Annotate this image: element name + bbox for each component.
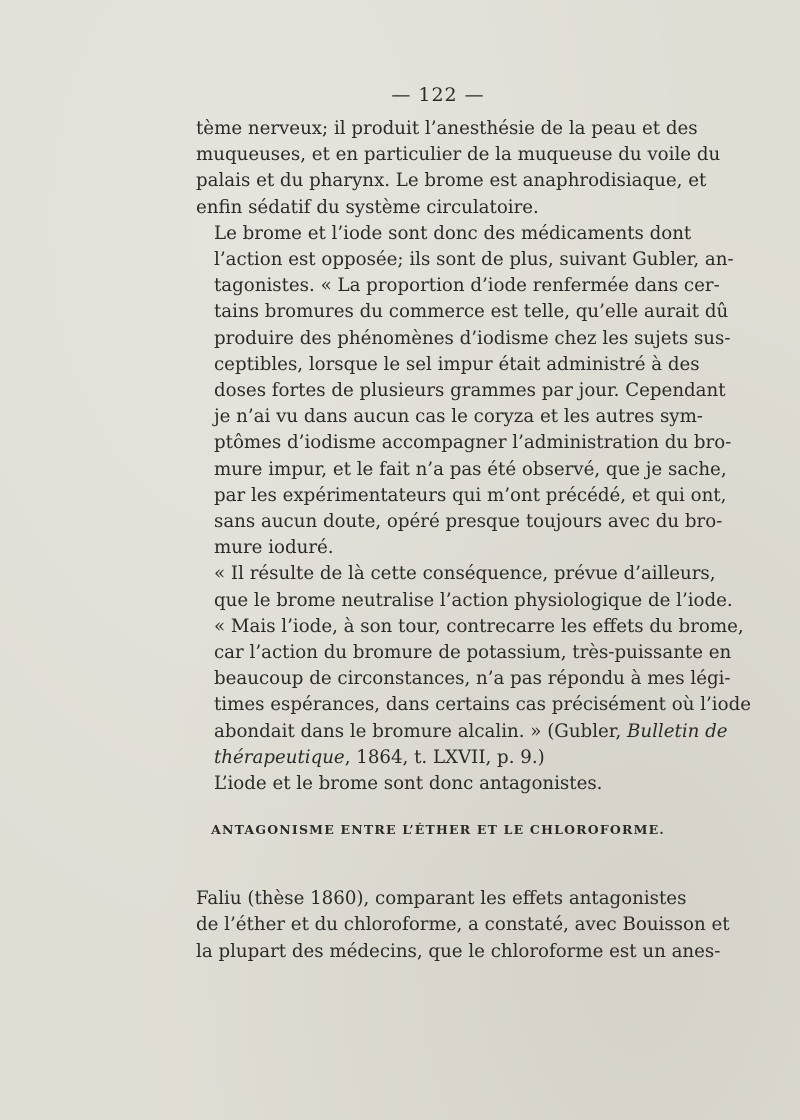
text-line: mure ioduré. <box>214 537 334 559</box>
text-line: tagonistes. « La proportion d’iode renfermée dans cer- <box>214 275 720 297</box>
text-line: tains bromures du commerce est telle, qu’elle aurait dû <box>214 301 729 323</box>
text-line: produire des phénomènes d’iodisme chez les sujets sus- <box>214 327 731 349</box>
text-line: palais et du pharynx. Le brome est anaphrodisiaque, et <box>196 170 707 192</box>
text-line: de l’éther et du chloroforme, a constaté, avec Bouisson et <box>196 914 730 936</box>
text-line <box>196 745 680 771</box>
citation-details: , 1864, t. LXVII, p. 9.) <box>344 746 545 768</box>
text-line: Le brome et l’iode sont donc des médicaments dont <box>214 222 692 244</box>
text-line: sans aucun doute, opéré presque toujours avec du bro- <box>214 511 723 533</box>
text-line: times espérances, dans certains cas précisément où l’iode <box>214 694 751 716</box>
text-line: ceptibles, lorsque le sel impur était administré à des <box>214 353 700 375</box>
text-line: « Il résulte de là cette conséquence, prévue d’ailleurs, <box>214 563 716 585</box>
paragraph-4 <box>196 614 751 771</box>
text-line: beaucoup de circonstances, n’a pas répondu à mes légi- <box>214 668 731 690</box>
main-text <box>196 116 751 797</box>
paragraph-6 <box>196 886 730 965</box>
text-line: ptômes d’iodisme accompagner l’administration du bro- <box>214 432 732 454</box>
section-heading: ANTAGONISME ENTRE L’ÉTHER ET LE CHLOROFORME. <box>211 822 665 837</box>
text-line: tème nerveux; il produit l’anesthésie de la peau et des <box>196 118 698 139</box>
text-line: L’iode et le brome sont donc antagonistes. <box>214 773 603 795</box>
citation-title-part: thérapeutique <box>214 746 345 768</box>
text-line: je n’ai vu dans aucun cas le coryza et les autres sym- <box>214 406 703 428</box>
text-line: par les expérimentateurs qui m’ont précédé, et qui ont, <box>214 484 727 506</box>
text-line: muqueuses, et en particulier de la muqueuse du voile du <box>196 144 721 166</box>
text-line: « Mais l’iode, à son tour, contrecarre les effets du brome, <box>214 615 744 637</box>
text-line: Faliu (thèse 1860), comparant les effets antagonistes <box>196 888 687 910</box>
text-line: l’action est opposée; ils sont de plus, suivant Gubler, an- <box>214 249 734 271</box>
paragraph-2 <box>196 221 734 562</box>
text-line: que le brome neutralise l’action physiologique de l’iode. <box>214 589 733 611</box>
paragraph-5 <box>196 771 680 797</box>
text-segment: abondait dans le bromure alcalin. » (Gubler, <box>214 720 628 742</box>
main-text-continued <box>196 868 730 983</box>
text-line <box>196 719 728 745</box>
paragraph-3 <box>196 561 733 613</box>
text-line: car l’action du bromure de potassium, très-puissante en <box>214 642 732 664</box>
citation-title-part: Bulletin de <box>627 720 728 742</box>
paragraph-1 <box>196 116 721 221</box>
text-line: la plupart des médecins, que le chloroforme est un anes- <box>196 940 721 962</box>
text-line: enfin sédatif du système circulatoire. <box>196 196 539 218</box>
text-line: mure impur, et le fait n’a pas été observé, que je sache, <box>214 458 727 480</box>
text-line: doses fortes de plusieurs grammes par jour. Cependant <box>214 380 726 402</box>
page-number: — 122 — <box>391 84 485 106</box>
